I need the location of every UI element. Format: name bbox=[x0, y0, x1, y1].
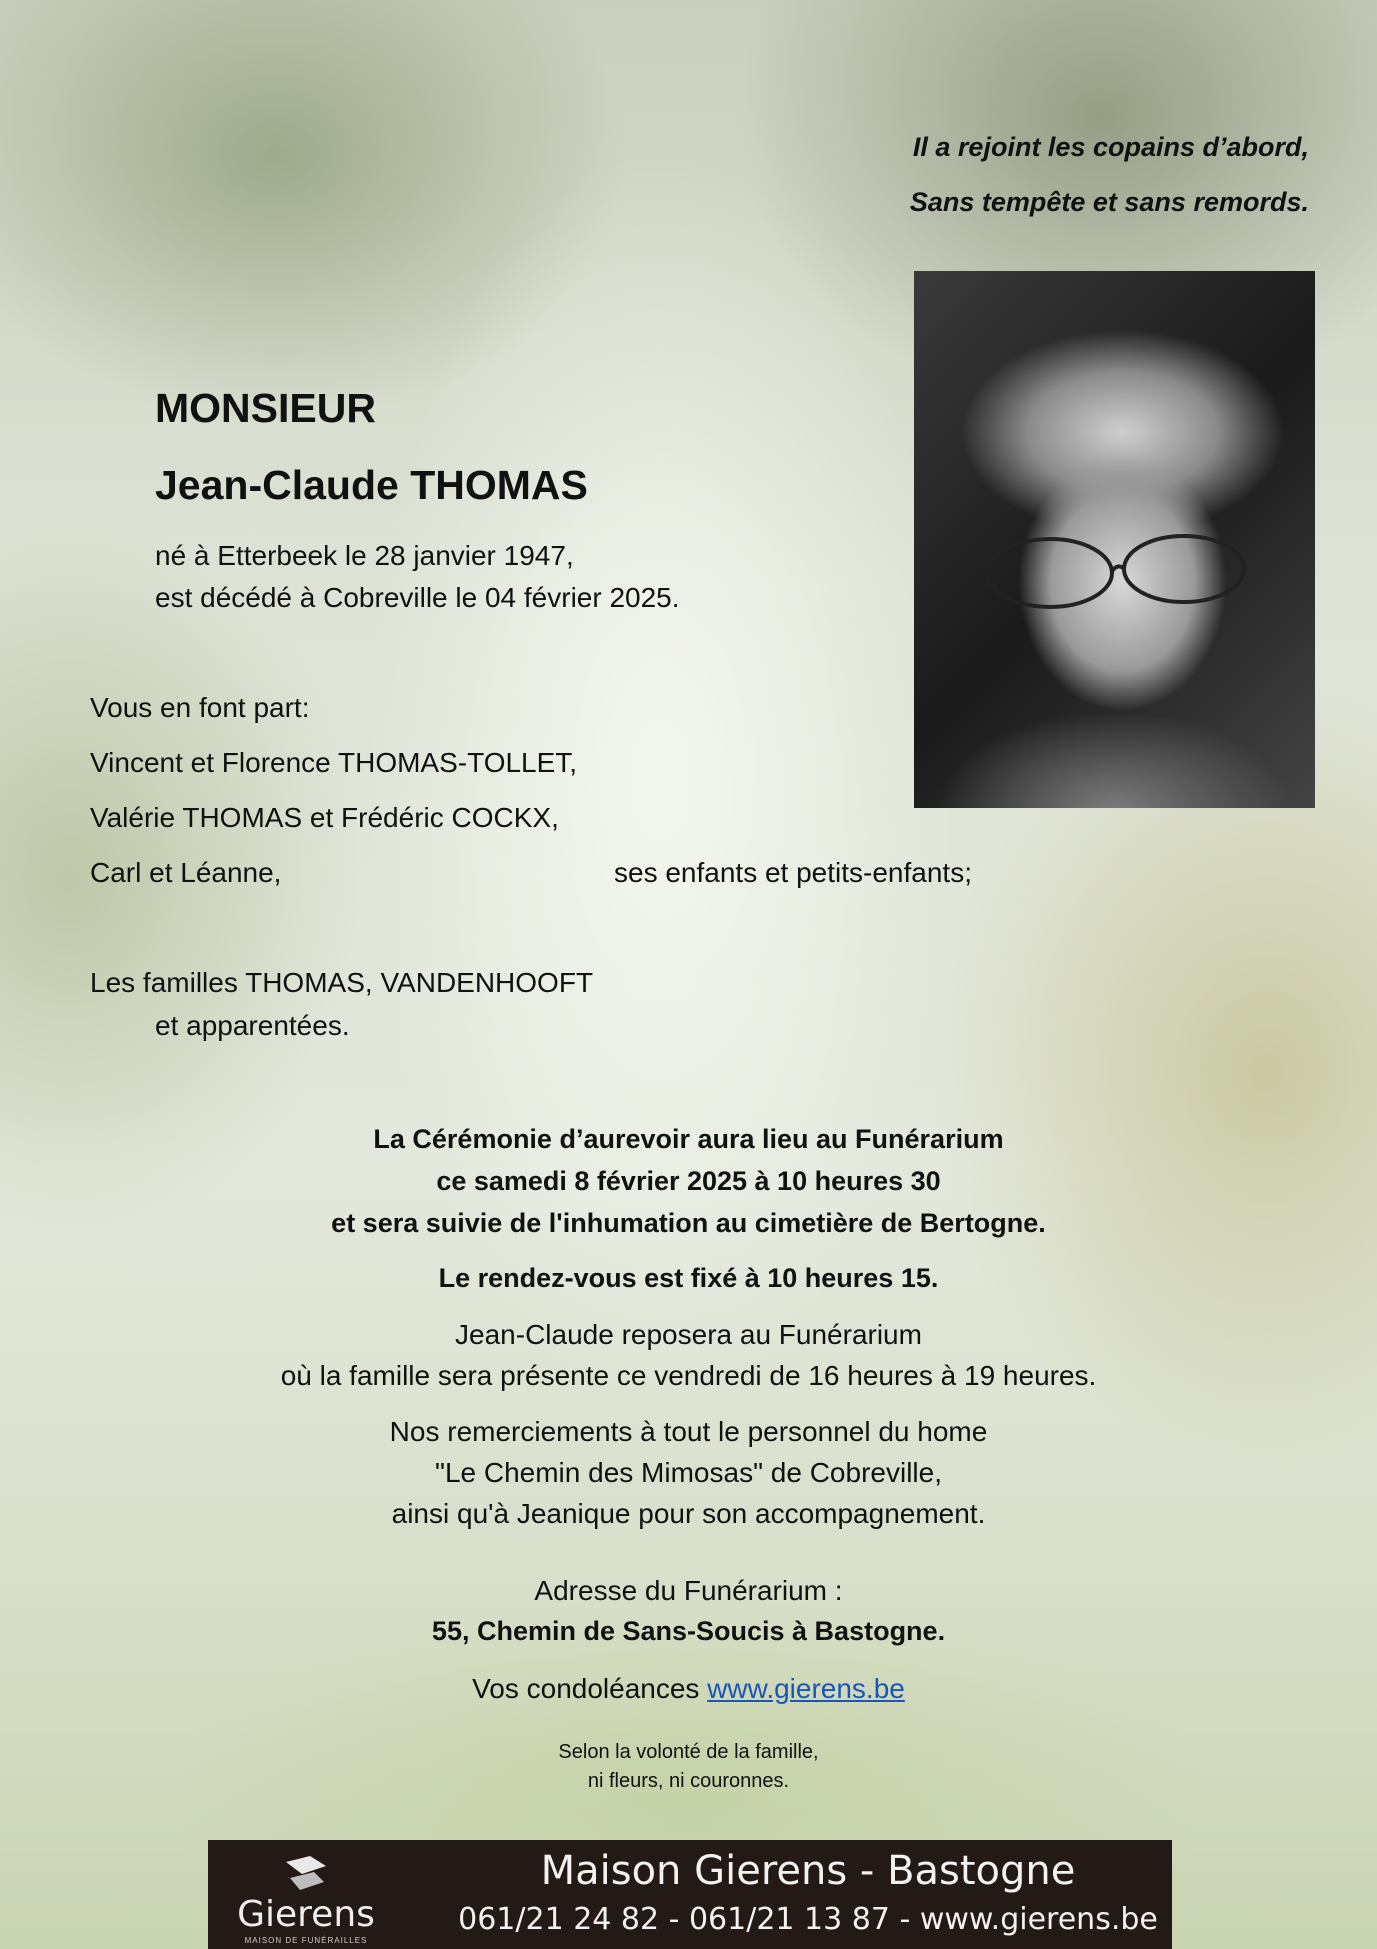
families-line: Les familles THOMAS, VANDENHOOFT bbox=[90, 967, 594, 998]
visitation-block bbox=[0, 1314, 1377, 1396]
funeral-home-banner bbox=[208, 1840, 1172, 1949]
address-label: Adresse du Funérarium : bbox=[534, 1575, 843, 1606]
birth-death-dates bbox=[155, 535, 680, 619]
address-value: 55, Chemin de Sans-Soucis à Bastogne. bbox=[431, 1616, 946, 1646]
logo-subtitle: MAISON DE FUNÉRAILLES bbox=[244, 1936, 368, 1945]
thanks-line-1: Nos remerciements à tout le personnel du home bbox=[389, 1416, 988, 1447]
logo-mark-icon bbox=[280, 1852, 332, 1896]
related-line: et apparentées. bbox=[155, 1010, 350, 1041]
visitation-line-2: où la famille sera présente ce vendredi de 16 heures à 19 heures. bbox=[280, 1360, 1097, 1391]
family-line-2: Valérie THOMAS et Frédéric COCKX, bbox=[90, 802, 559, 833]
thanks-block bbox=[0, 1411, 1377, 1534]
family-line-1: Vincent et Florence THOMAS-TOLLET, bbox=[90, 747, 578, 778]
portrait-photo bbox=[914, 271, 1315, 808]
wishes-line-2: ni fleurs, ni couronnes. bbox=[587, 1770, 790, 1792]
announce-intro: Vous en font part: bbox=[90, 692, 310, 723]
condolences-link[interactable]: www.gierens.be bbox=[707, 1673, 905, 1704]
wishes-line-1: Selon la volonté de la famille, bbox=[558, 1741, 819, 1763]
thanks-line-3: ainsi qu'à Jeanique pour son accompagnement. bbox=[391, 1498, 986, 1529]
banner-name: Maison Gierens - Bastogne bbox=[540, 1848, 1076, 1894]
quote-line-1: Il a rejoint les copains d’abord, bbox=[912, 132, 1309, 162]
quote-line-2: Sans tempête et sans remords. bbox=[909, 187, 1309, 217]
banner-phones: 061/21 24 82 - 061/21 13 87 - www.gierens.be bbox=[458, 1902, 1158, 1937]
deceased-name: Jean-Claude THOMAS bbox=[155, 462, 588, 508]
epitaph-quote bbox=[910, 120, 1309, 230]
children-label: ses enfants et petits-enfants; bbox=[614, 857, 972, 888]
ceremony-line-1: La Cérémonie d’aurevoir aura lieu au Funérarium bbox=[373, 1124, 1004, 1154]
wishes-block bbox=[0, 1738, 1377, 1796]
death-line: est décédé à Cobreville le 04 février 2025. bbox=[155, 582, 680, 613]
condolences-text: Vos condoléances bbox=[472, 1673, 700, 1704]
glasses-shape bbox=[972, 533, 1252, 613]
ceremony-line-2: ce samedi 8 février 2025 à 10 heures 30 bbox=[436, 1166, 941, 1196]
visitation-line-1: Jean-Claude reposera au Funérarium bbox=[455, 1319, 922, 1350]
thanks-line-2: "Le Chemin des Mimosas" de Cobreville, bbox=[435, 1457, 942, 1488]
honorific: MONSIEUR bbox=[155, 385, 376, 431]
rendezvous: Le rendez-vous est fixé à 10 heures 15. bbox=[438, 1263, 939, 1293]
family-line-3: Carl et Léanne, bbox=[90, 857, 282, 888]
ceremony-block bbox=[0, 1118, 1377, 1244]
gierens-logo bbox=[236, 1850, 376, 1945]
birth-line: né à Etterbeek le 28 janvier 1947, bbox=[155, 540, 574, 571]
ceremony-line-3: et sera suivie de l'inhumation au cimetière de Bertogne. bbox=[331, 1208, 1046, 1238]
condolences-line bbox=[0, 1668, 1377, 1709]
logo-word: Gierens bbox=[237, 1894, 375, 1935]
